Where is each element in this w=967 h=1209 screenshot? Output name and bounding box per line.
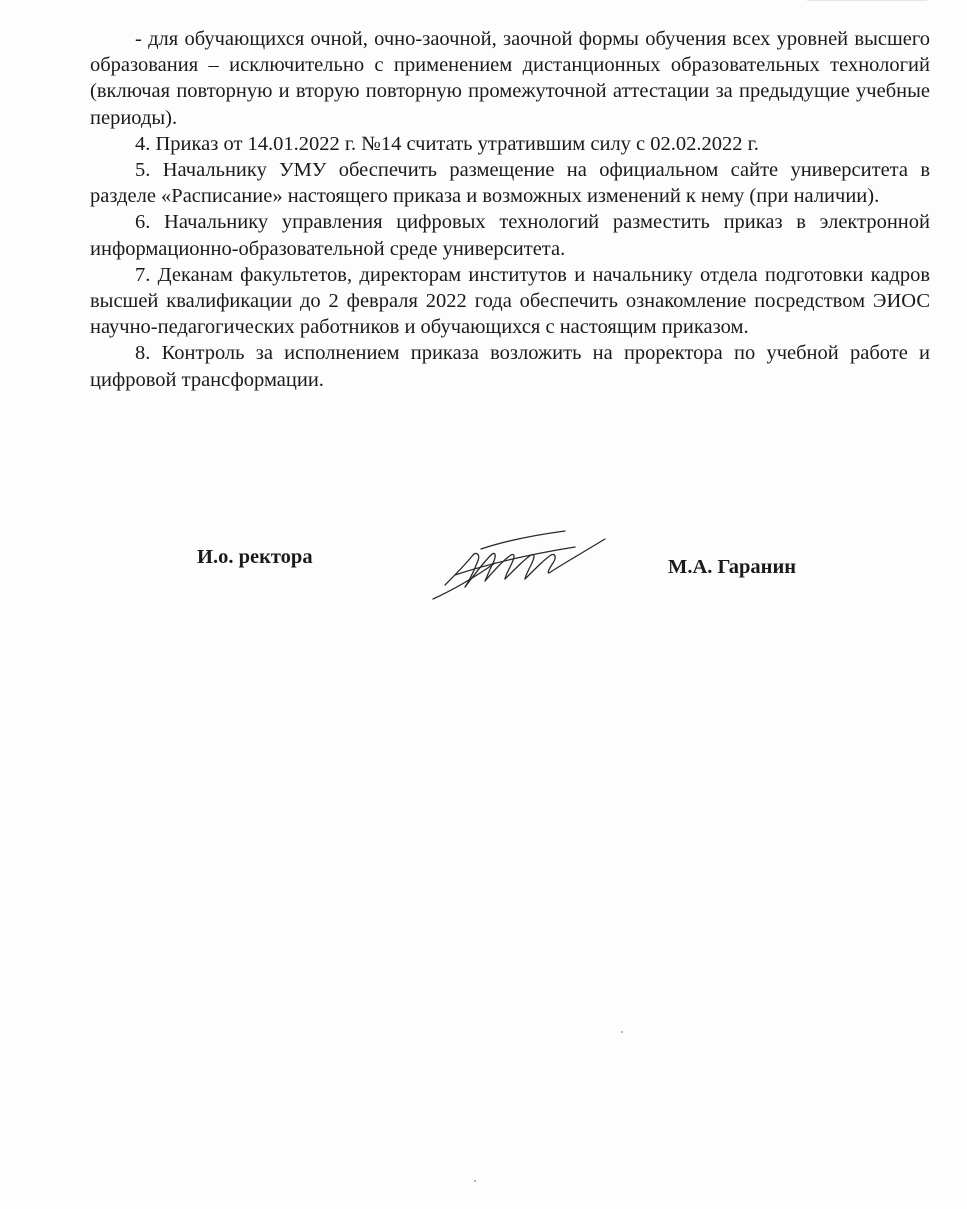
paragraph-distance-learning: - для обучающихся очной, очно-заочной, заочной формы обучения всех уровней высшего образования – исключительно с применением дистанционных образовательных технологий (включая повторную и вторую повторную промежуточной аттестации за предыдущие учебные периоды). (90, 28, 930, 129)
paragraph-item-4: 4. Приказ от 14.01.2022 г. №14 считать утратившим силу с 02.02.2022 г. (135, 132, 759, 155)
paragraph-item-7: 7. Деканам факультетов, директорам институтов и начальнику отдела подготовки кадров высшей квалификации до 2 февраля 2022 года обеспечить ознакомление посредством ЭИОС научно-педагогических работников и обучающихся с настоящим приказом. (90, 263, 930, 339)
signatory-title: И.о. ректора (197, 546, 313, 568)
signature-block (0, 520, 967, 620)
paragraph-item-8: 8. Контроль за исполнением приказа возложить на проректора по учебной работе и цифровой трансформации. (90, 342, 930, 391)
scan-speck (474, 1180, 476, 1182)
handwritten-signature (425, 525, 615, 605)
order-text (90, 26, 930, 393)
paragraph-item-6: 6. Начальнику управления цифровых технологий разместить приказ в электронной информационно-образовательной среде университета. (90, 211, 930, 260)
paragraph-item-5: 5. Начальнику УМУ обеспечить размещение на официальном сайте университета в разделе «Расписание» настоящего приказа и возможных изменений к нему (при наличии). (90, 159, 930, 208)
page-edge (807, 0, 927, 1)
signatory-name: М.А. Гаранин (668, 556, 797, 578)
scan-speck (621, 1031, 623, 1033)
